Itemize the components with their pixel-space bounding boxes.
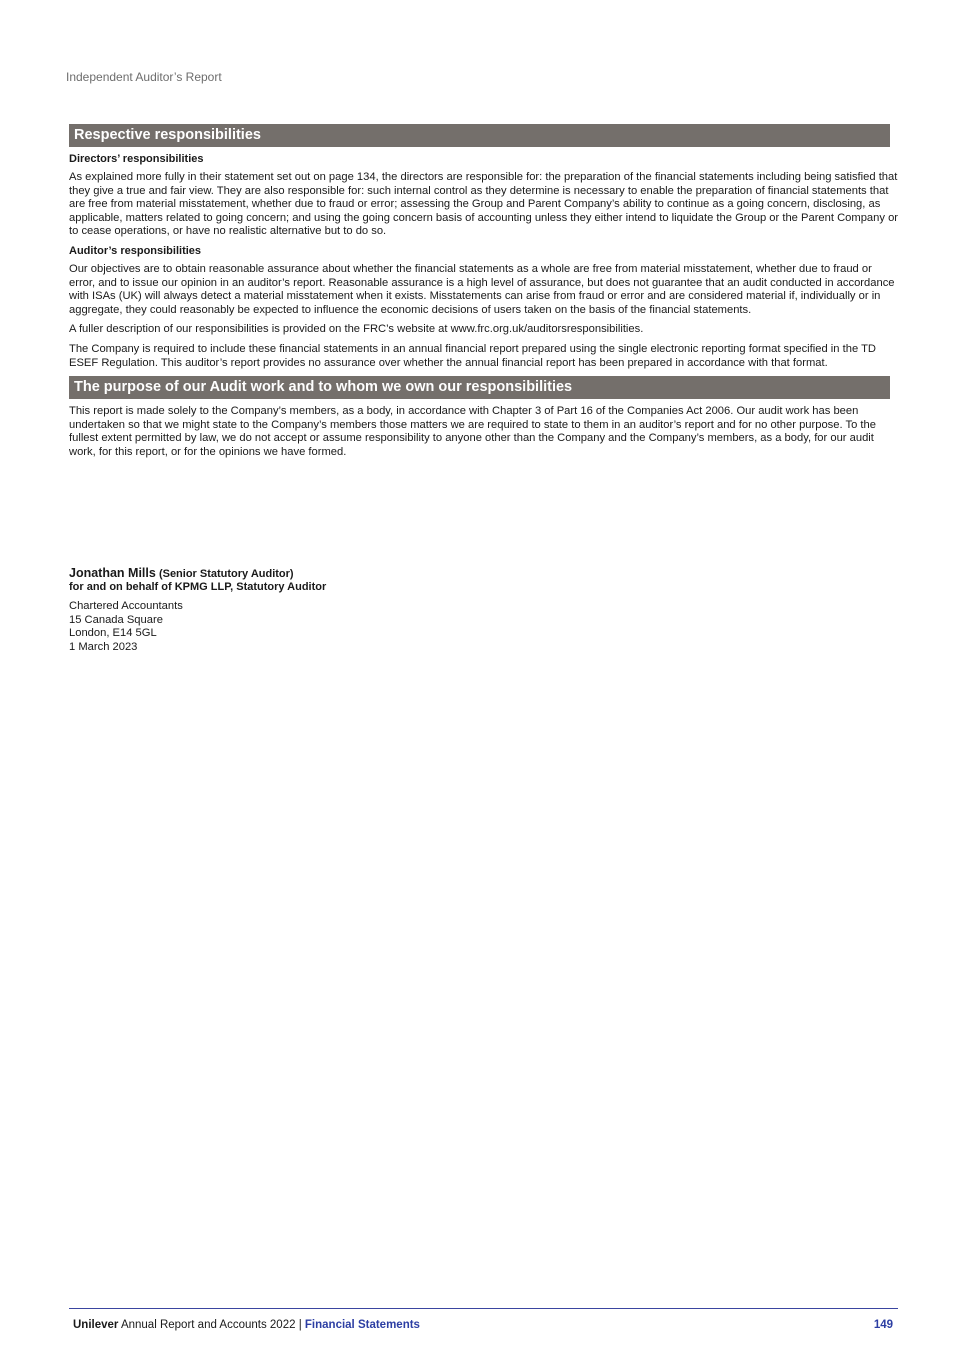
- address-line: Chartered Accountants: [69, 600, 183, 612]
- auditor-name: Jonathan Mills: [69, 566, 156, 580]
- signature-block: [69, 566, 326, 654]
- purpose-paragraph: This report is made solely to the Company’s members, as a body, in accordance with Chapter 3 of Part 16 of the Companies Act 2006. Our audit work has been undertaken so that we might state to the Company’s members those matters we are required to state to them in an auditor’s report and for no other purpose. To the fullest extent permitted by law, we do not accept or assume responsibility to anyone other than the Company and the Company’s members, as a body, for our audit work, for this report, or for the opinions we have formed.: [69, 405, 876, 458]
- footer-separator: |: [298, 1319, 302, 1331]
- report-body: [69, 124, 901, 466]
- section-title-respective-responsibilities: Respective responsibilities: [69, 124, 890, 147]
- auditor-behalf: for and on behalf of KPMG LLP, Statutory Auditor: [69, 581, 327, 593]
- footer-brand: Unilever: [73, 1319, 119, 1331]
- signature-date: 1 March 2023: [69, 640, 138, 653]
- directors-heading: Directors’ responsibilities: [69, 153, 204, 165]
- auditor-address: [69, 600, 326, 654]
- section-title-purpose: The purpose of our Audit work and to whom we own our responsibilities: [69, 376, 890, 399]
- page-footer: [73, 1319, 893, 1331]
- address-line: London, E14 5GL: [69, 627, 157, 640]
- running-title: Independent Auditor’s Report: [66, 70, 222, 84]
- auditors-paragraph-1: Our objectives are to obtain reasonable assurance about whether the financial statements as a whole are free from material misstatement, whether due to fraud or error, and to issue our opinion in an auditor’s report. Reasonable assurance is a high level of assurance, but does not guarantee that an audit conducted in accordance with ISAs (UK) will always detect a material misstatement when it exists. Misstatements can arise from fraud or error and are considered material if, individually or in aggregate, they could reasonably be expected to influence the economic decisions of users taken on the basis of the financial statements.: [69, 262, 895, 316]
- auditor-role: (Senior Statutory Auditor): [158, 568, 294, 580]
- auditors-paragraph-2: A fuller description of our responsibilities is provided on the FRC’s website at www.frc.org.uk/auditorsresponsibilities.: [69, 323, 644, 336]
- page-number: 149: [873, 1319, 893, 1331]
- footer-report-title: Annual Report and Accounts 2022: [120, 1319, 296, 1331]
- auditors-paragraph-3: The Company is required to include these financial statements in an annual financial report prepared using the single electronic reporting format specified in the TD ESEF Regulation. This auditor’s report provides no assurance over whether the annual financial report has been prepared in accordance with that format.: [69, 342, 876, 369]
- auditors-heading: Auditor’s responsibilities: [69, 244, 202, 257]
- address-line: 15 Canada Square: [69, 613, 163, 626]
- footer-section-link[interactable]: Financial Statements: [304, 1319, 420, 1331]
- footer-divider: [69, 1308, 898, 1309]
- directors-paragraph: As explained more fully in their statement set out on page 134, the directors are responsible for: the preparation of the financial statements including being satisfied that they give a true and fair view. They are also responsible for: such internal control as they determine is necessary to enable the preparation of financial statements that are free from material misstatement, whether due to fraud or error; assessing the Group and Parent Company’s ability to continue as a going concern, disclosing, as applicable, matters related to going concern; and using the going concern basis of accounting unless they either intend to liquidate the Group or the Parent Company or to cease operations, or have no realistic alternative but to do so.: [69, 171, 899, 238]
